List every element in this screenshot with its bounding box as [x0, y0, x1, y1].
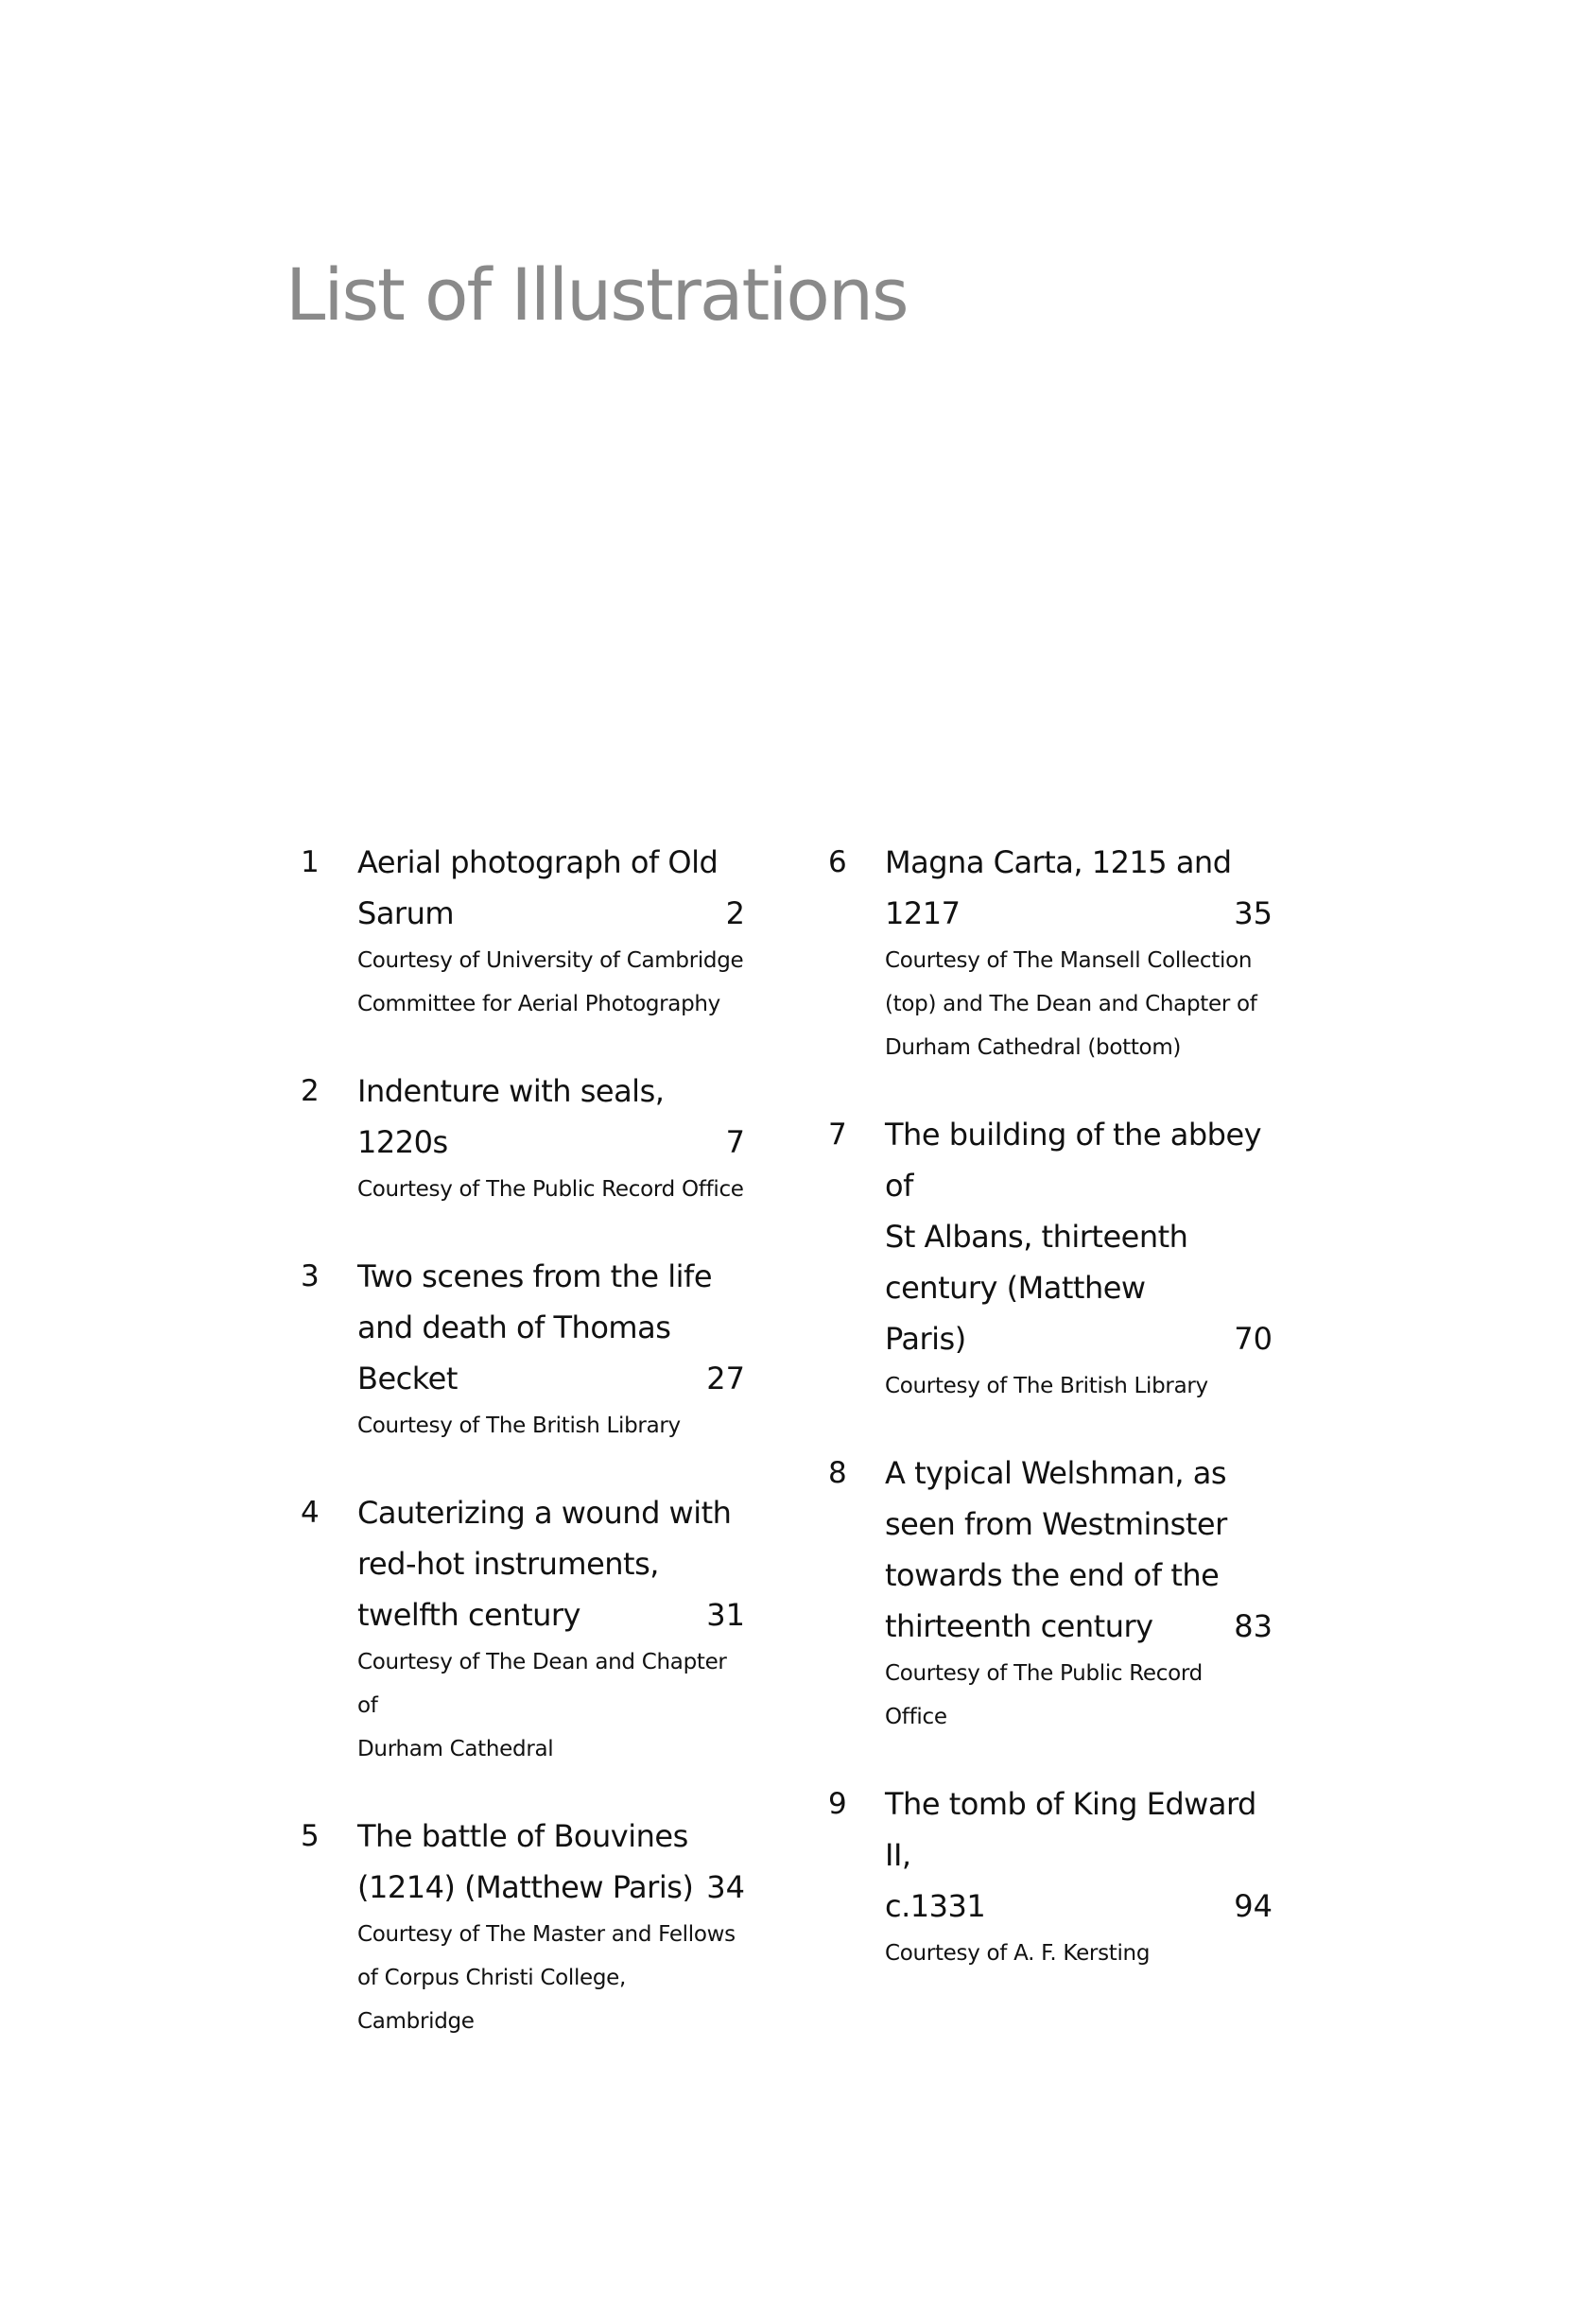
entry-title-line: St Albans, thirteenth — [885, 1219, 1188, 1255]
entry-number: 8 — [828, 1456, 847, 1490]
entry-title-line: 1220s — [357, 1124, 448, 1160]
entry-title-line: Cauterizing a wound with — [357, 1495, 732, 1531]
entry-page-number: 35 — [1234, 895, 1273, 931]
entry-number: 3 — [301, 1259, 320, 1293]
entry-title-line: red-hot instruments, — [357, 1546, 659, 1582]
entry-title-line: twelfth century — [357, 1597, 580, 1633]
entry-credit-line: Courtesy of The British Library — [885, 1374, 1208, 1398]
entry-number: 5 — [301, 1819, 320, 1853]
entry-title-line: and death of Thomas — [357, 1309, 671, 1345]
entry-credit-line: (top) and The Dean and Chapter of — [885, 992, 1257, 1016]
illustration-entry — [301, 1487, 868, 1771]
illustration-entry — [828, 1448, 1395, 1739]
entry-credit-line: Courtesy of The Mansell Collection — [885, 948, 1253, 973]
illustration-entry — [301, 1811, 868, 2043]
entry-credit-line: of Corpus Christi College, Cambridge — [357, 1966, 627, 2034]
entry-page-number: 83 — [1234, 1608, 1273, 1644]
entry-page-number: 34 — [706, 1869, 745, 1905]
entry-title-line: Aerial photograph of Old — [357, 844, 719, 880]
entry-title-line: A typical Welshman, as — [885, 1455, 1226, 1491]
entry-credit-line: Courtesy of The Public Record Office — [357, 1177, 744, 1202]
entry-number: 9 — [828, 1787, 847, 1821]
illustration-entry — [828, 1109, 1395, 1408]
entry-credit-line: Courtesy of University of Cambridge — [357, 948, 744, 973]
entry-title-line: towards the end of the — [885, 1557, 1220, 1593]
entry-page-number: 31 — [706, 1597, 745, 1633]
entry-title-line: Magna Carta, 1215 and — [885, 844, 1232, 880]
entry-title-line: Indenture with seals, — [357, 1073, 665, 1109]
illustrations-column-left — [301, 837, 868, 2083]
entry-credit-line: Durham Cathedral (bottom) — [885, 1035, 1182, 1060]
entry-title-line: The tomb of King Edward II, — [885, 1786, 1256, 1873]
entry-page-number: 70 — [1234, 1321, 1273, 1357]
entry-title-line: The battle of Bouvines — [357, 1818, 688, 1854]
entry-title-line: Paris) — [885, 1321, 966, 1357]
illustration-entry — [301, 1251, 868, 1448]
entry-page-number: 2 — [725, 895, 745, 931]
entry-title-line: thirteenth century — [885, 1608, 1153, 1644]
illustration-entry — [301, 837, 868, 1026]
page-title: List of Illustrations — [286, 252, 908, 337]
entry-credit-line: Courtesy of A. F. Kersting — [885, 1941, 1151, 1966]
entry-title-line: Two scenes from the life — [357, 1258, 712, 1294]
entry-title-line: c.1331 — [885, 1888, 986, 1924]
entry-title-line: century (Matthew — [885, 1270, 1146, 1306]
entry-title-line: (1214) (Matthew Paris) — [357, 1869, 694, 1905]
entry-title-line: Sarum — [357, 895, 455, 931]
entry-number: 6 — [828, 845, 847, 879]
entry-number: 4 — [301, 1496, 320, 1530]
entry-credit-line: Courtesy of The British Library — [357, 1413, 681, 1438]
entry-title-line: Becket — [357, 1361, 458, 1396]
entry-credit-line: Courtesy of The Master and Fellows — [357, 1922, 736, 1947]
entry-number: 7 — [828, 1118, 847, 1152]
entry-page-number: 94 — [1234, 1888, 1273, 1924]
entry-credit-line: Committee for Aerial Photography — [357, 992, 720, 1016]
entry-credit-line: Courtesy of The Dean and Chapter of — [357, 1650, 727, 1718]
entry-page-number: 27 — [706, 1361, 745, 1396]
entry-credit-line: Courtesy of The Public Record — [885, 1661, 1203, 1686]
entry-title-line: seen from Westminster — [885, 1506, 1227, 1542]
entry-title-line: 1217 — [885, 895, 961, 931]
illustration-entry — [828, 1778, 1395, 1975]
entry-number: 1 — [301, 845, 320, 879]
entry-title-line: The building of the abbey of — [885, 1117, 1262, 1204]
illustrations-column-right — [828, 837, 1395, 2015]
entry-credit-line: Office — [885, 1705, 947, 1729]
entry-credit-line: Durham Cathedral — [357, 1737, 554, 1761]
illustration-entry — [828, 837, 1395, 1069]
entry-number: 2 — [301, 1074, 320, 1108]
entry-page-number: 7 — [725, 1124, 745, 1160]
illustration-entry — [301, 1066, 868, 1211]
